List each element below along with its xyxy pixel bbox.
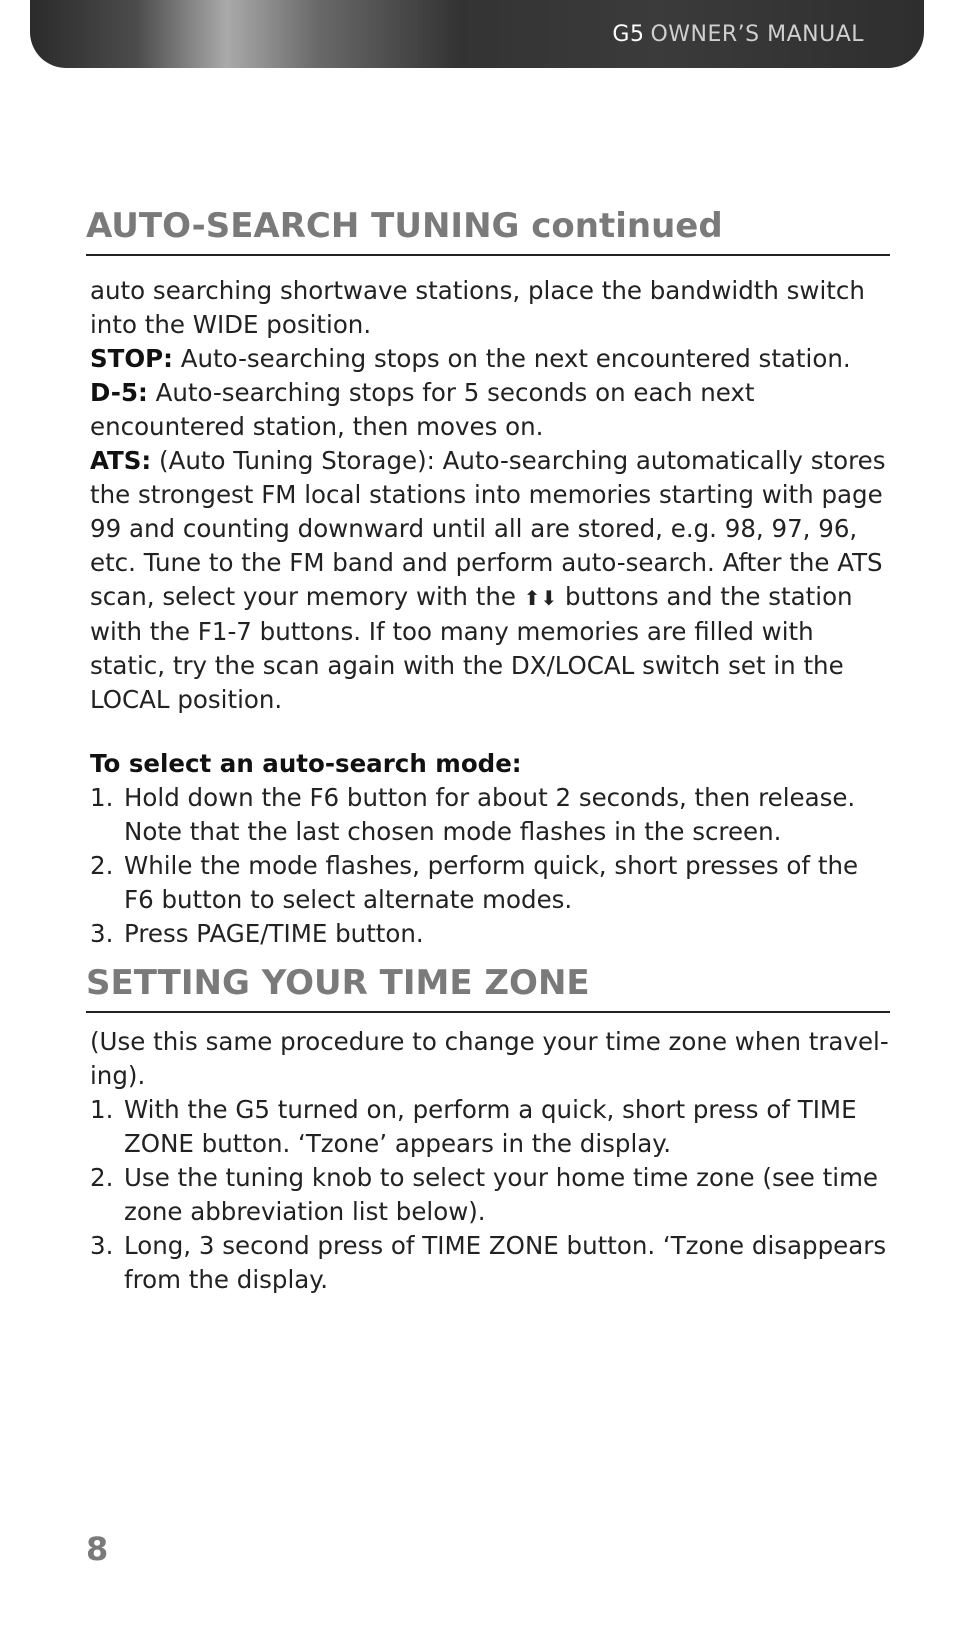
step-text: Press PAGE/TIME button. (124, 919, 424, 948)
up-down-arrows-icon: ⬆⬇ (523, 586, 558, 610)
stop-paragraph (90, 342, 890, 376)
intro-paragraph: auto searching shortwave stations, place the bandwidth switch into the WIDE position. (90, 276, 865, 339)
list-item (90, 1093, 890, 1161)
d5-text: Auto-searching stops for 5 seconds on each next encountered station, then moves on. (90, 378, 755, 441)
spacer (90, 717, 890, 747)
time-zone-body (90, 1025, 890, 1297)
section-title-auto-search: AUTO-SEARCH TUNING continued (86, 206, 723, 246)
d5-label: D-5: (90, 378, 148, 407)
list-item (90, 1229, 890, 1297)
step-number: 3. (90, 1231, 114, 1260)
ats-paragraph (90, 444, 890, 717)
header-bar (30, 0, 924, 68)
section-rule (86, 254, 890, 256)
list-item (90, 781, 890, 849)
section-title-time-zone: SETTING YOUR TIME ZONE (86, 963, 590, 1003)
auto-search-steps (90, 781, 890, 951)
step-number: 2. (90, 1163, 114, 1192)
step-text: Hold down the F6 button for about 2 seconds, then release. Note that the last chosen mode flashes in the screen. (124, 783, 856, 846)
list-item (90, 1161, 890, 1229)
header-manual: OWNER’S MANUAL (650, 22, 864, 47)
ats-text-2: buttons and the station with the F1-7 buttons. If too many memories are filled with static, try the scan again with the DX/LOCAL switch set in the LOCAL position. (90, 582, 853, 714)
list-item (90, 849, 890, 917)
stop-text: Auto-searching stops on the next encountered station. (172, 344, 851, 373)
list-item (90, 917, 890, 951)
step-number: 2. (90, 851, 114, 880)
header-title (612, 22, 864, 47)
step-text: While the mode flashes, perform quick, short presses of the F6 button to select alternate modes. (124, 851, 859, 914)
stop-label: STOP: (90, 344, 173, 373)
step-text: With the G5 turned on, perform a quick, short press of TIME ZONE button. ‘Tzone’ appears in the display. (124, 1095, 857, 1158)
time-zone-intro: (Use this same procedure to change your time zone when travel-ing). (90, 1027, 889, 1090)
ats-text-1: (Auto Tuning Storage): Auto-searching automatically stores the strongest FM local stations into memories starting with page 99 and counting downward until all are stored, e.g. 98, 97, 96, etc. Tune to the FM band and perform auto-search. After the ATS scan, select your memory with the (90, 446, 886, 611)
step-text: Long, 3 second press of TIME ZONE button. ‘Tzone disappears from the display. (124, 1231, 887, 1294)
ats-label: ATS: (90, 446, 152, 475)
page-number: 8 (86, 1530, 109, 1568)
section-rule (86, 1011, 890, 1013)
step-number: 1. (90, 1095, 114, 1124)
step-number: 1. (90, 783, 114, 812)
auto-search-subhead: To select an auto-search mode: (90, 749, 522, 778)
auto-search-body (90, 274, 890, 951)
time-zone-steps (90, 1093, 890, 1297)
header-model: G5 (612, 22, 645, 47)
step-number: 3. (90, 919, 114, 948)
d5-paragraph (90, 376, 890, 444)
step-text: Use the tuning knob to select your home time zone (see time zone abbreviation list below). (124, 1163, 879, 1226)
